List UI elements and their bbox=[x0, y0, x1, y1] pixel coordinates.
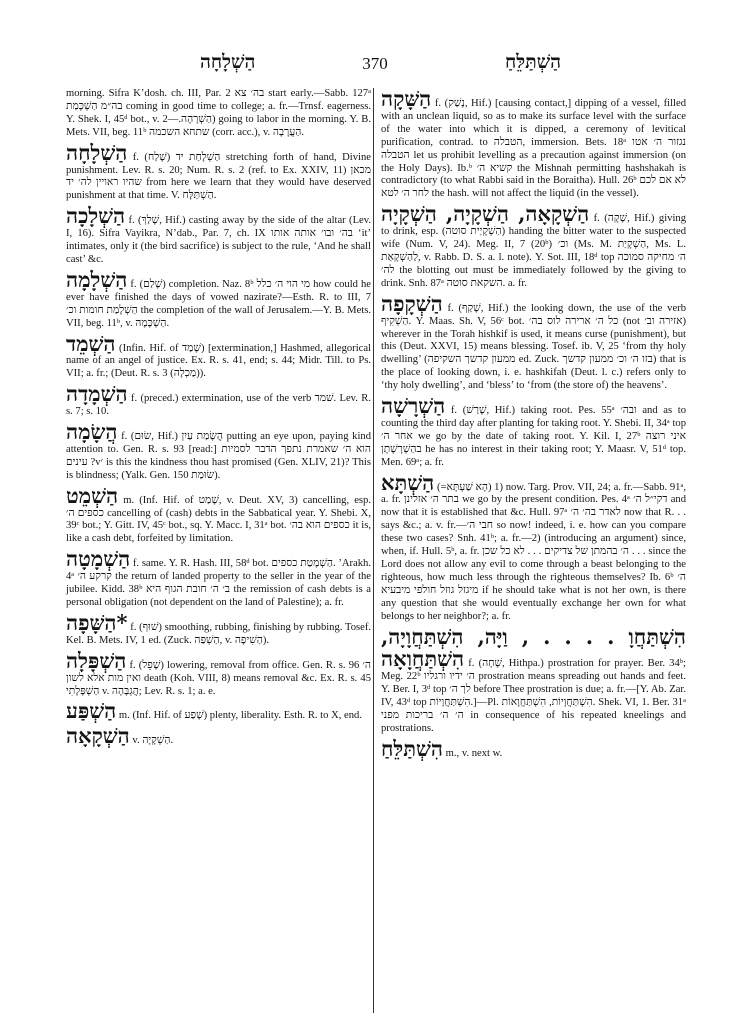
dictionary-entry bbox=[66, 548, 371, 610]
dictionary-entry bbox=[381, 623, 687, 736]
column-divider bbox=[373, 88, 374, 1013]
dictionary-entry bbox=[66, 647, 371, 699]
entry-headword: הַשְׁמָדָה bbox=[66, 381, 128, 407]
entry-definition: f. (שָׁפֵל) lowering, removal from office. Gen. R. s. 96 ה׳ ואין מות אלא לשון death (Koh. VIII, 8) means removal &c. Ex. R. s. 45 הַשְׁפָּלָתִי v. הֲגְבָּהָה; Lev. R. s. 1; a. e. bbox=[66, 659, 371, 697]
entry-definition: f. (שָׁלַח) הַשְׁלָחַת יד stretching forth of hand, Divine punishment. Lev. R. s. 20; Num. R. s. 2 (ref. to Ex. XXIV, 11) מכאן שהיו ראויין לה׳ יד from here we learn that they would have deserved punishment at that time. V. הַשְׁתַּלָּח. bbox=[66, 151, 371, 202]
entry-headword: *הַשָּׁפָה bbox=[66, 609, 128, 635]
entry-headword: הִשְׁתַּלֵּחַ bbox=[381, 735, 444, 761]
dictionary-entry bbox=[381, 395, 686, 470]
entry-headword: הַשְׁמֵט bbox=[66, 482, 119, 508]
dictionary-entry bbox=[381, 735, 686, 761]
page-header bbox=[0, 52, 750, 76]
entry-definition: f. (שׂוּם, Hif.) הֲשָׂמַת עַיִן putting an eye upon, paying kind attention to. Gen. R. s. 93 [read:] הוא ה׳ שאמרת נתפך הדבר לסמיות עינים ?v׳ is this the kindness thou hast promised (Gen. XLIV, 21)? This is blindness; (Yalk. Gen. 150 שׂוּמַת). bbox=[66, 431, 371, 481]
entry-headword: הַשְׁרָשָׁה bbox=[381, 393, 446, 419]
entry-headword: הַשָּׁקָה bbox=[381, 86, 432, 111]
left-column bbox=[66, 88, 371, 750]
entry-definition: f. (שָׁלַךְ, Hif.) casting away by the side of the altar (Lev. I, 16). Sifra Vayikra, N’dab., Par. 7, ch. IX בה׳ ובו׳ אותה אותו ‘it’ intimates, only it (the bird sacrifice) is subject to the rule, ‘And he shall cast’ &c. bbox=[66, 215, 371, 265]
entry-headword: הֲשָׂמָה bbox=[66, 419, 118, 445]
entry-headword: הַשְׁקָאָה bbox=[66, 723, 130, 749]
dictionary-entry bbox=[66, 139, 371, 204]
entry-headword: הַשְׁמָטָה bbox=[66, 546, 131, 572]
dictionary-entry bbox=[381, 290, 686, 393]
entry-definition: f. same. Y. R. Hash. III, 58ᵈ bot. הַשְׁמָטַת כספים. ’Arakh. 4ᵃ קרקע ה׳ the return of landed property to the seller in the year of the jubilee. Kidd. 38ᵇ ב׳ ה׳ חובת הגוף היא the remission of cash debts is a personal obligation (not dependent on the land of Palestine); a. fr. bbox=[66, 558, 372, 608]
entry-headword: הַשְׁקָאָה, הַשְׁקָיָה, הַשְׁקָיָה bbox=[381, 201, 590, 227]
dictionary-entry bbox=[66, 609, 372, 648]
entry-definition: f. (שׁוּף) smoothing, rubbing, finishing by rubbing. Tosef. Kel. B. Mets. IV, 1 ed. (Zuck. הַשְׁפַּה, v. הַשִׁיפָה). bbox=[66, 621, 372, 646]
right-column bbox=[381, 88, 686, 763]
entry-headword: הַשְׁמֵד bbox=[66, 330, 116, 356]
entry-definition: (=הָא שַׁעְתָּא) 1) now. Targ. Prov. VII, 24; a. fr.—Sabb. 91ᵃ, a. fr. בתר ה׳ אזלינן we go by the present condition. Pes. 4ᵃ דקי״ל ה׳ and now that it is established that &c. Hull. 97ᵃ לאדר בה׳ ה׳ now that R. . . says &c.; a. v. fr.—חבי ה׳ so now! indeed, i. e. how can you compare these two cases? Snh. 41ᵇ; a. fr.—2) (introducing an argument) since, when, if. Hull. 5ᵇ, a. fr. ה׳ בהמתן של צדיקים . . . לא כל שכן . . . since the Lord does not allow any evil to come through a beast belonging to the righteous, how much less through the righteous themselves? Ib. 6ᵇ ה׳ מיגזל גוזל חולפי מיבעיא if he should take what is not her own, is there any question that she would eventually exchange her own for what belongs to her neighbor?; a. fr. bbox=[381, 481, 687, 622]
entry-headword: הַשְׁפָּלָה bbox=[66, 647, 127, 673]
dictionary-entry bbox=[66, 700, 371, 723]
entry-headword: הַשְׁלָמָה bbox=[66, 266, 128, 292]
dictionary-entry bbox=[66, 421, 371, 483]
dictionary-entry bbox=[381, 469, 687, 624]
dictionary-entry bbox=[66, 383, 371, 419]
left-running-head: הַשְׁלָחָה bbox=[200, 52, 256, 73]
entry-definition: f. (שָׁלַם) completion. Naz. 8ᵇ מי הוי ה׳ כלל how could he ever have finished the days of vowed nazirate?—Esth. R. to III, 7 הַשְׁלָמַת חומות וכ׳ the completion of the wall of Jerusalem.—Y. B. Mets. VII, beg. 11ᵇ, v. הַשְׁכָּמָה. bbox=[66, 278, 372, 329]
entry-definition: f. (נָשַׁק, Hif.) [causing contact,] dipping of a vessel, filled with an unclean liquid, so as to make its surface level with the surface of the water into which it is dipped, a ceremony of levitical purification, contrad. to הטבלה, immersion. Bets. 18ᵃ נגזור ה׳ אטו הטבלה let us prohibit levelling as a precaution against immersion (on the Holy Days). Ib.ᵇ קשיא ה׳ the Mishnah permitting hashshakah is contradictory (to what Rabbi said in the Boraitha). Hull. 26ᵇ לא אם לכם לחר ה׳ לטא the hash. will not affect the liquid (in the vessel). bbox=[381, 98, 687, 200]
page-number: 370 bbox=[362, 54, 388, 73]
entry-definition: m. (Inf. Hif. of שָׁמַט, v. Deut. XV, 3) cancelling, esp. כספים ה׳ cancelling of (cash) debts in the Sabbatical year. Y. Shebi. X, 39ᶜ bot.; Y. Gitt. IV, 45ᶜ bot., sq. Y. Macc. I, 31ᵃ bot. כספים הוא בה׳ it is, like a cash debt, forfeited by limitation. bbox=[66, 494, 372, 545]
entry-definition: (Infin. Hif. of שָׁמַד) [extermination,] Hashmed, allegorical name of an angel of justice. Ex. R. s. 41, end; s. 44; Midr. Till. to Ps. VII; a. fr.; (Deut. R. s. 3 (מַכְלָה)). bbox=[66, 342, 371, 380]
entry-definition: m., v. next w. bbox=[445, 747, 503, 759]
dictionary-entry bbox=[66, 205, 371, 267]
right-running-head: הַשְׁתַּלֵּחַ bbox=[505, 52, 562, 73]
entry-definition: f. (שָׁקַף, Hif.) the looking down, the use of the verb הַשְׁקִיף. Y. Maas. Sh. V, 56ᶜ bot. כל ה׳ ארירה לוס בה׳ (not אזירה וב׳) wherever in the Torah hishkif is used, it means curse (punishment), but this (Deut. XXVI, 15) means blessing. Tosef. ib. V, 25 ‘from thy holy dwelling’ (ממעון קדשך השקיפה ed. Zuck. בזו ה׳ וכ׳ ממעון קדשך) that is the place of looking down, i. e. hashkifah (Deut. l. c.) refers only to ‘thy holy dwelling’, and ‘bless’ to ‘from (the store of) the heavens’. bbox=[381, 302, 686, 392]
entry-definition: f. (שָׁרַשׁ, Hif.) taking root. Pes. 55ᵃ ובה׳ and as to counting the third day after planting for taking root. Y. Shebi. II, 34ᵃ top אחר ה׳ we go by the date of taking root. Y. Kil. I, 27ᵇ איני רוצה בהַשְׁרָשָׁתָן he has no interest in their taking root; Y. Maasr. V, 51ᵈ top. Men. 69ᵃ; a. fr. bbox=[381, 405, 687, 468]
entry-definition: f. (preced.) extermination, use of the verb שׁמד. Lev. R. s. 7; s. 10. bbox=[66, 393, 371, 418]
dictionary-entry bbox=[66, 266, 372, 331]
entry-headword: הַשְׁלָכָה bbox=[66, 203, 126, 229]
entry-headword: הַשְׁלָחָה bbox=[66, 139, 128, 165]
entry-definition: m. (Inf. Hif. of שָׁפַע) plenty, liberality. Esth. R. to X, end. bbox=[118, 710, 362, 722]
entry-headword: הִשְׁתַּחֲוָ . . . . , וַיָּה, הִשְׁתַּחֲוָיָה, הִשְׁתַּחֲוָאָה bbox=[381, 623, 686, 672]
entry-headword: הַשְׁקָפָה bbox=[381, 290, 443, 316]
entry-definition: f. (שָׁקָה, Hif.) giving to drink, esp. (הַשְׁקָיַית סוטה) handing the bitter water to the suspected wife (Num. V, 24). Meg. II, 7 (20ᵇ) וכ׳ (Ms. M. הַשְׁקָיַת, Ms. L. לַהַשְׁקָאַת, v. Rabb. D. S. a. l. note). Y. Sot. III, 18ᵈ top ה׳ מחיקה סמוכה לה׳ the blotting out must be immediately followed by the giving to drink. Snh. 87ᵃ השקאת סוטה. a. fr. bbox=[381, 213, 686, 289]
dictionary-entry bbox=[66, 725, 371, 748]
dictionary-entry bbox=[66, 330, 371, 382]
entry-definition: f. (שָׁחָה, Hithpa.) prostration for prayer. Ber. 34ᵇ; Meg. 22ᵇ ה׳ ידיו ורגליו prostration means spreading out hands and feet. Y. Ber. I, 3ᵈ top לך ה׳ before Thee prostration is due; a. fr.—[Y. Ab. Zar. IV, 43ᵈ top הִשְׁתַּחֲוָיוֹת.]—Pl. הִשְׁתַּחֲוָיוֹת, הִשְׁתַּחֲוָאוֹת. Shek. VI, 1. Ber. 31ᵃ ה׳ ה׳ בריכות מפני in consequence of his repeated kneelings and prostrations. bbox=[381, 658, 687, 734]
dictionary-entry bbox=[381, 88, 686, 201]
dictionary-entry bbox=[66, 482, 372, 547]
continuation-text: morning. Sifra K’dosh. ch. III, Par. 2 בה׳ צא start early.—Sabb. 127ᵃ בה״מ הַשְׁכָּמַת coming in good time to college; a. fr.—Trnsf. eagerness. Y. Shek. I, 45ᵈ bot., v. הַשְׁרָהָה.—2) going to labor in the morning. Y. B. Mets. VII, beg. 11ᵇ שתחא השכמה (corr. acc.), v. הַעֲרָבָה. bbox=[66, 88, 371, 138]
entry-definition: v. הַשְׁקָיָה. bbox=[132, 735, 174, 747]
entry-headword: הַשְׁפַּע bbox=[66, 698, 117, 724]
dictionary-entry bbox=[381, 203, 686, 290]
entry-headword: הַשְׁתָּא bbox=[381, 469, 435, 495]
